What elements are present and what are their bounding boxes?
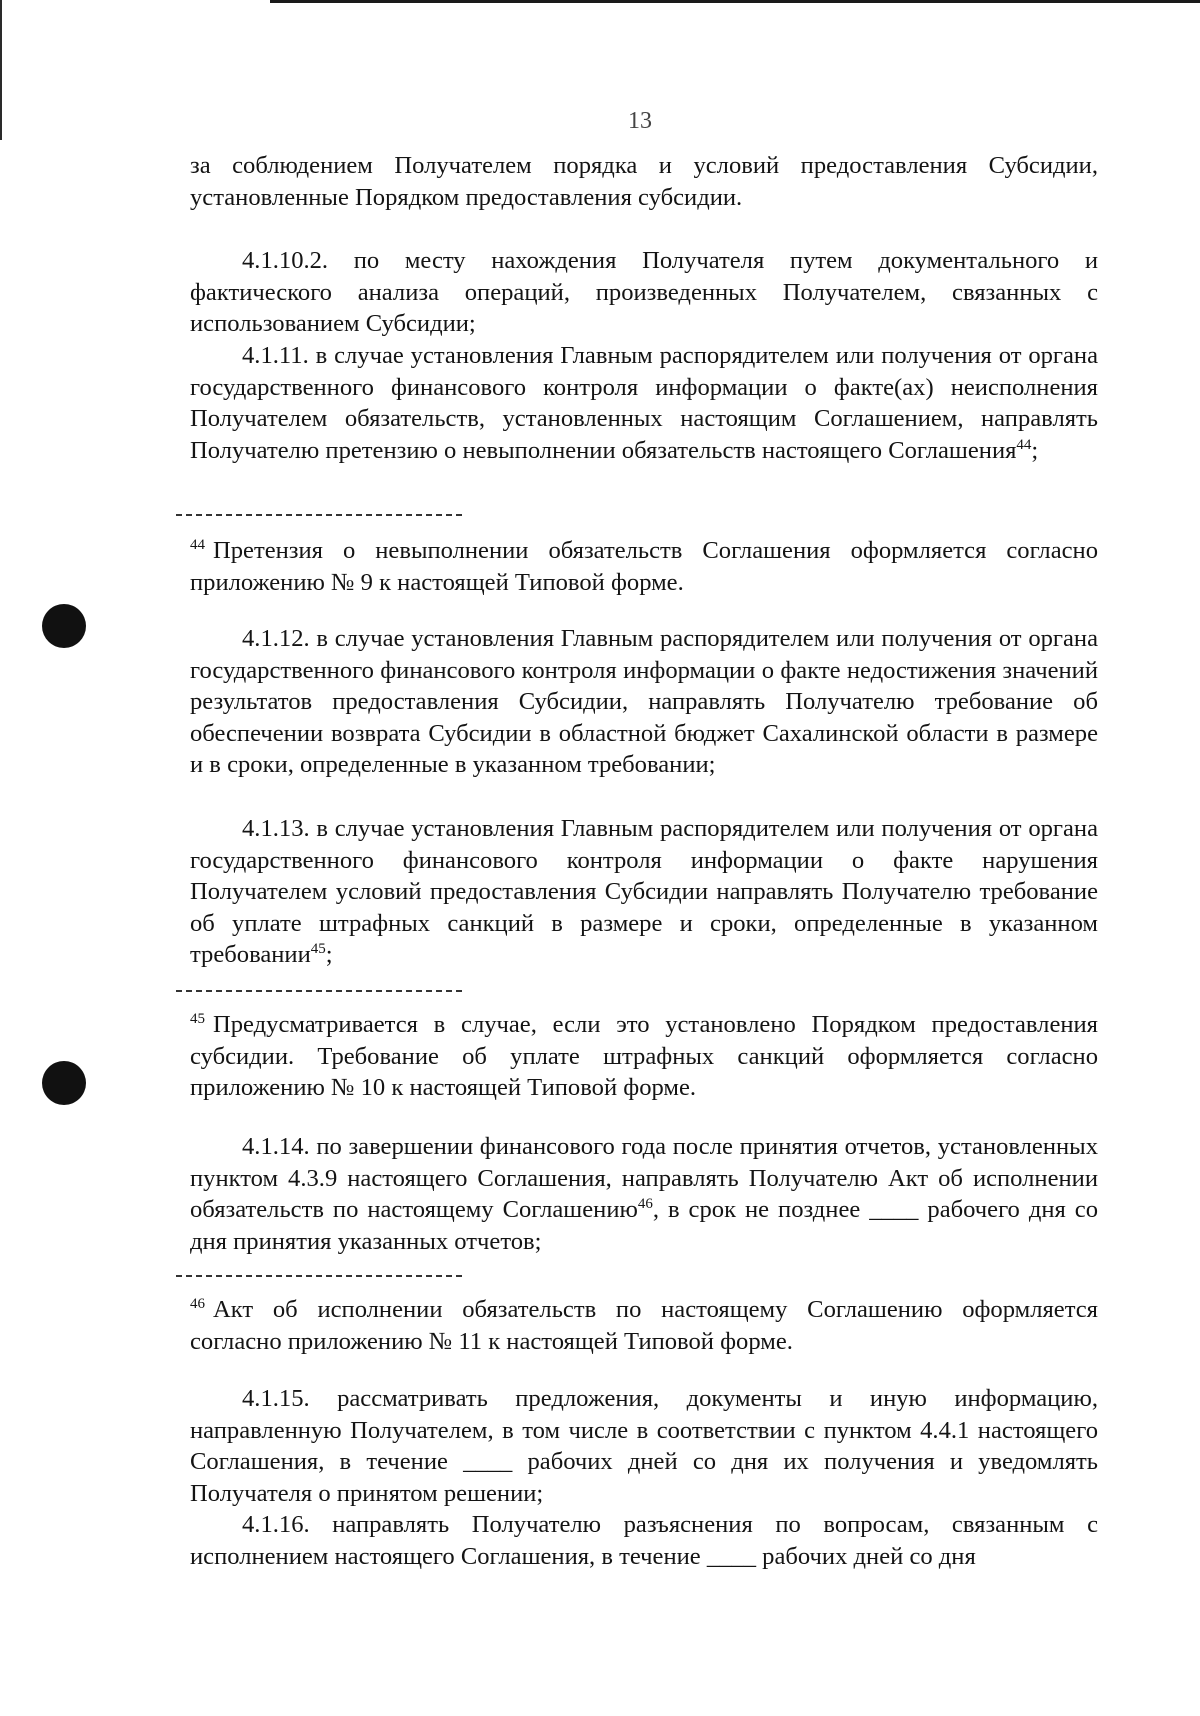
footnote-reference: 46 xyxy=(637,1196,653,1213)
paragraph-4-1-10-2 xyxy=(190,245,1098,340)
paragraph-4-1-12 xyxy=(190,623,1098,781)
footnote-marker: 44 xyxy=(190,537,205,553)
paragraph-continuation xyxy=(190,150,1098,213)
paragraph-text: 4.1.14. по завершении финансового года после принятия отчетов, установленных пунктом 4.3.9 настоящего Соглашения, направлять Получателю Акт об исполнении обязательств по настоящему Соглашению xyxy=(190,1133,1098,1224)
punch-hole-mark xyxy=(42,604,86,648)
footnote-separator xyxy=(176,990,462,992)
paragraph-4-1-16 xyxy=(190,1509,1098,1572)
paragraph-text: за соблюдением Получателем порядка и условий предоставления Субсидии, установленные Порядком предоставления субсидии. xyxy=(190,152,1098,211)
paragraph-text-tail: ; xyxy=(325,941,333,969)
paragraph-4-1-13 xyxy=(190,813,1098,971)
paragraph-text-tail: ; xyxy=(1031,436,1039,464)
footnote-marker: 46 xyxy=(190,1296,205,1312)
paragraph-text: 4.1.13. в случае установления Главным распорядителем или получения от органа государственного финансового контроля информации о факте нарушения Получателем условий предоставления Субсидии направлять Получателю требование об уплате штрафных санкций в размере и сроки, определенные в указанном требовании xyxy=(190,815,1098,969)
footnote-44 xyxy=(190,530,1098,598)
footnote-separator xyxy=(176,514,462,516)
paragraph-4-1-15 xyxy=(190,1383,1098,1509)
scan-left-edge-line xyxy=(0,0,2,140)
paragraph-text: 4.1.15. рассматривать предложения, документы и иную информацию, направленную Получателем, в том числе в соответствии с пунктом 4.4.1 настоящего Соглашения, в течение ____ рабочих дней со дня их получения и уведомлять Получателя о принятом решении; xyxy=(190,1385,1098,1507)
paragraph-4-1-14 xyxy=(190,1131,1098,1257)
footnote-reference: 44 xyxy=(1016,436,1032,453)
footnote-text: Претензия о невыполнении обязательств Соглашения оформляется согласно приложению № 9 к настоящей Типовой форме. xyxy=(190,537,1098,596)
footnote-marker: 45 xyxy=(190,1011,205,1027)
footnote-text: Акт об исполнении обязательств по настоящему Соглашению оформляется согласно приложению № 11 к настоящей Типовой форме. xyxy=(190,1296,1098,1355)
footnote-45 xyxy=(190,1004,1098,1104)
footnote-46 xyxy=(190,1289,1098,1357)
footnote-reference: 45 xyxy=(310,941,326,958)
paragraph-text-tail: , в срок не позднее ____ рабочего дня со дня принятия указанных отчетов; xyxy=(190,1196,1098,1255)
paragraph-text: 4.1.16. направлять Получателю разъяснения по вопросам, связанным с исполнением настоящего Соглашения, в течение ____ рабочих дней со дня xyxy=(190,1511,1098,1570)
page-number: 13 xyxy=(628,108,652,134)
footnote-separator xyxy=(176,1275,462,1277)
paragraph-text: 4.1.10.2. по месту нахождения Получателя путем документального и фактического анализа операций, произведенных Получателем, связанных с использованием Субсидии; xyxy=(190,247,1098,338)
scan-top-edge-line xyxy=(270,0,1200,3)
footnote-text: Предусматривается в случае, если это установлено Порядком предоставления субсидии. Требование об уплате штрафных санкций оформляется согласно приложению № 10 к настоящей Типовой форме. xyxy=(190,1011,1098,1102)
punch-hole-mark xyxy=(42,1061,86,1105)
paragraph-text: 4.1.11. в случае установления Главным распорядителем или получения от органа государственного финансового контроля информации о факте(ах) неисполнения Получателем обязательств, установленных настоящим Соглашением, направлять Получателю претензию о невыполнении обязательств настоящего Соглашения xyxy=(190,342,1098,464)
paragraph-text: 4.1.12. в случае установления Главным распорядителем или получения от органа государственного финансового контроля информации о факте недостижения значений результатов предоставления Субсидии, направлять Получателю требование об обеспечении возврата Субсидии в областной бюджет Сахалинской области в размере и в сроки, определенные в указанном требовании; xyxy=(190,625,1098,779)
paragraph-4-1-11 xyxy=(190,340,1098,466)
